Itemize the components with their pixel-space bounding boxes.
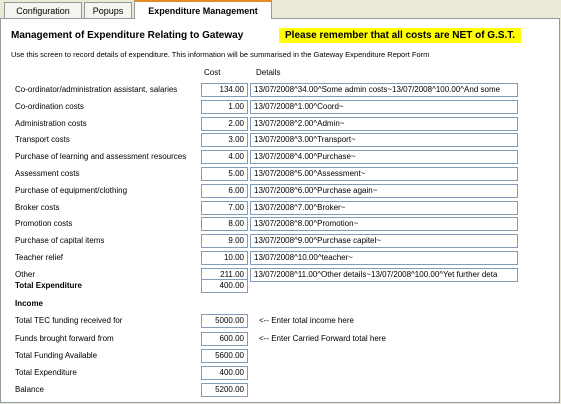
expenditure-cost-input[interactable]: 5.00 xyxy=(201,167,248,181)
funds-forward-label: Funds brought forward from xyxy=(15,334,114,343)
expenditure-details-input[interactable]: 13/07/2008^10.00^teacher~ xyxy=(250,251,518,265)
expenditure-row-label: Purchase of capital items xyxy=(15,236,105,245)
page-description: Use this screen to record details of expenditure. This information will be summarised in the Gateway Expenditure Report Form xyxy=(11,50,430,59)
expenditure-details-input[interactable]: 13/07/2008^2.00^Admin~ xyxy=(250,117,518,131)
expenditure-cost-input[interactable]: 3.00 xyxy=(201,133,248,147)
cost-column-header: Cost xyxy=(204,68,221,77)
tec-funding-input[interactable]: 5000.00 xyxy=(201,314,248,328)
expenditure-details-input[interactable]: 13/07/2008^4.00^Purchase~ xyxy=(250,150,518,164)
expenditure-row-label: Purchase of learning and assessment resources xyxy=(15,152,187,161)
expenditure-row-label: Purchase of equipment/clothing xyxy=(15,186,128,195)
expenditure-cost-input[interactable]: 4.00 xyxy=(201,150,248,164)
expenditure-cost-input[interactable]: 8.00 xyxy=(201,217,248,231)
expenditure-cost-input[interactable]: 10.00 xyxy=(201,251,248,265)
expenditure-cost-input[interactable]: 211.00 xyxy=(201,268,248,282)
details-column-header: Details xyxy=(256,68,281,77)
expenditure-row-label: Co-ordinator/administration assistant, salaries xyxy=(15,85,178,94)
expenditure-cost-input[interactable]: 134.00 xyxy=(201,83,248,97)
expenditure-cost-input[interactable]: 7.00 xyxy=(201,201,248,215)
expenditure-details-input[interactable]: 13/07/2008^34.00^Some admin costs~13/07/2008^100.00^And some xyxy=(250,83,518,97)
expenditure-cost-input[interactable]: 9.00 xyxy=(201,234,248,248)
expenditure-row-label: Promotion costs xyxy=(15,219,73,228)
expenditure-details-input[interactable]: 13/07/2008^8.00^Promotion~ xyxy=(250,217,518,231)
funds-forward-input[interactable]: 600.00 xyxy=(201,332,248,346)
expenditure-row-label: Broker costs xyxy=(15,203,60,212)
expenditure-cost-input[interactable]: 2.00 xyxy=(201,117,248,131)
expenditure-details-input[interactable]: 13/07/2008^5.00^Assessment~ xyxy=(250,167,518,181)
income-heading: Income xyxy=(15,299,44,308)
expenditure-details-input[interactable]: 13/07/2008^7.00^Broker~ xyxy=(250,201,518,215)
expenditure-row-label: Assessment costs xyxy=(15,169,80,178)
total-funding-field: 5600.00 xyxy=(201,349,248,363)
tec-funding-hint: <-- Enter total income here xyxy=(259,316,354,325)
tab-configuration[interactable]: Configuration xyxy=(4,2,82,18)
expenditure-details-input[interactable]: 13/07/2008^1.00^Coord~ xyxy=(250,100,518,114)
tab-expenditure-management[interactable]: Expenditure Management xyxy=(134,0,272,19)
balance-field: 5200.00 xyxy=(201,383,248,397)
expenditure-row-label: Teacher relief xyxy=(15,253,64,262)
expenditure-row-label: Other xyxy=(15,270,36,279)
expenditure-details-input[interactable]: 13/07/2008^6.00^Purchase again~ xyxy=(250,184,518,198)
income-total-expenditure-label: Total Expenditure xyxy=(15,368,77,377)
expenditure-row-label: Co-ordination costs xyxy=(15,102,84,111)
total-expenditure-label: Total Expenditure xyxy=(15,281,82,290)
total-expenditure-field: 400.00 xyxy=(201,279,248,293)
balance-label: Balance xyxy=(15,385,44,394)
tab-bar xyxy=(0,0,561,19)
gst-notice: Please remember that all costs are NET of G.S.T. xyxy=(279,28,521,43)
tab-popups[interactable]: Popups xyxy=(84,2,132,18)
total-funding-label: Total Funding Available xyxy=(15,351,98,360)
tec-funding-label: Total TEC funding received for xyxy=(15,316,123,325)
funds-forward-hint: <-- Enter Carried Forward total here xyxy=(259,334,386,343)
page-title: Management of Expenditure Relating to Gateway xyxy=(11,30,244,41)
expenditure-details-input[interactable]: 13/07/2008^9.00^Purchase capitel~ xyxy=(250,234,518,248)
income-total-expenditure-field: 400.00 xyxy=(201,366,248,380)
expenditure-details-input[interactable]: 13/07/2008^11.00^Other details~13/07/2008^100.00^Yet further deta xyxy=(250,268,518,282)
expenditure-cost-input[interactable]: 6.00 xyxy=(201,184,248,198)
expenditure-panel xyxy=(0,18,560,403)
expenditure-row-label: Transport costs xyxy=(15,135,70,144)
expenditure-details-input[interactable]: 13/07/2008^3.00^Transport~ xyxy=(250,133,518,147)
expenditure-row-label: Administration costs xyxy=(15,119,87,128)
expenditure-cost-input[interactable]: 1.00 xyxy=(201,100,248,114)
